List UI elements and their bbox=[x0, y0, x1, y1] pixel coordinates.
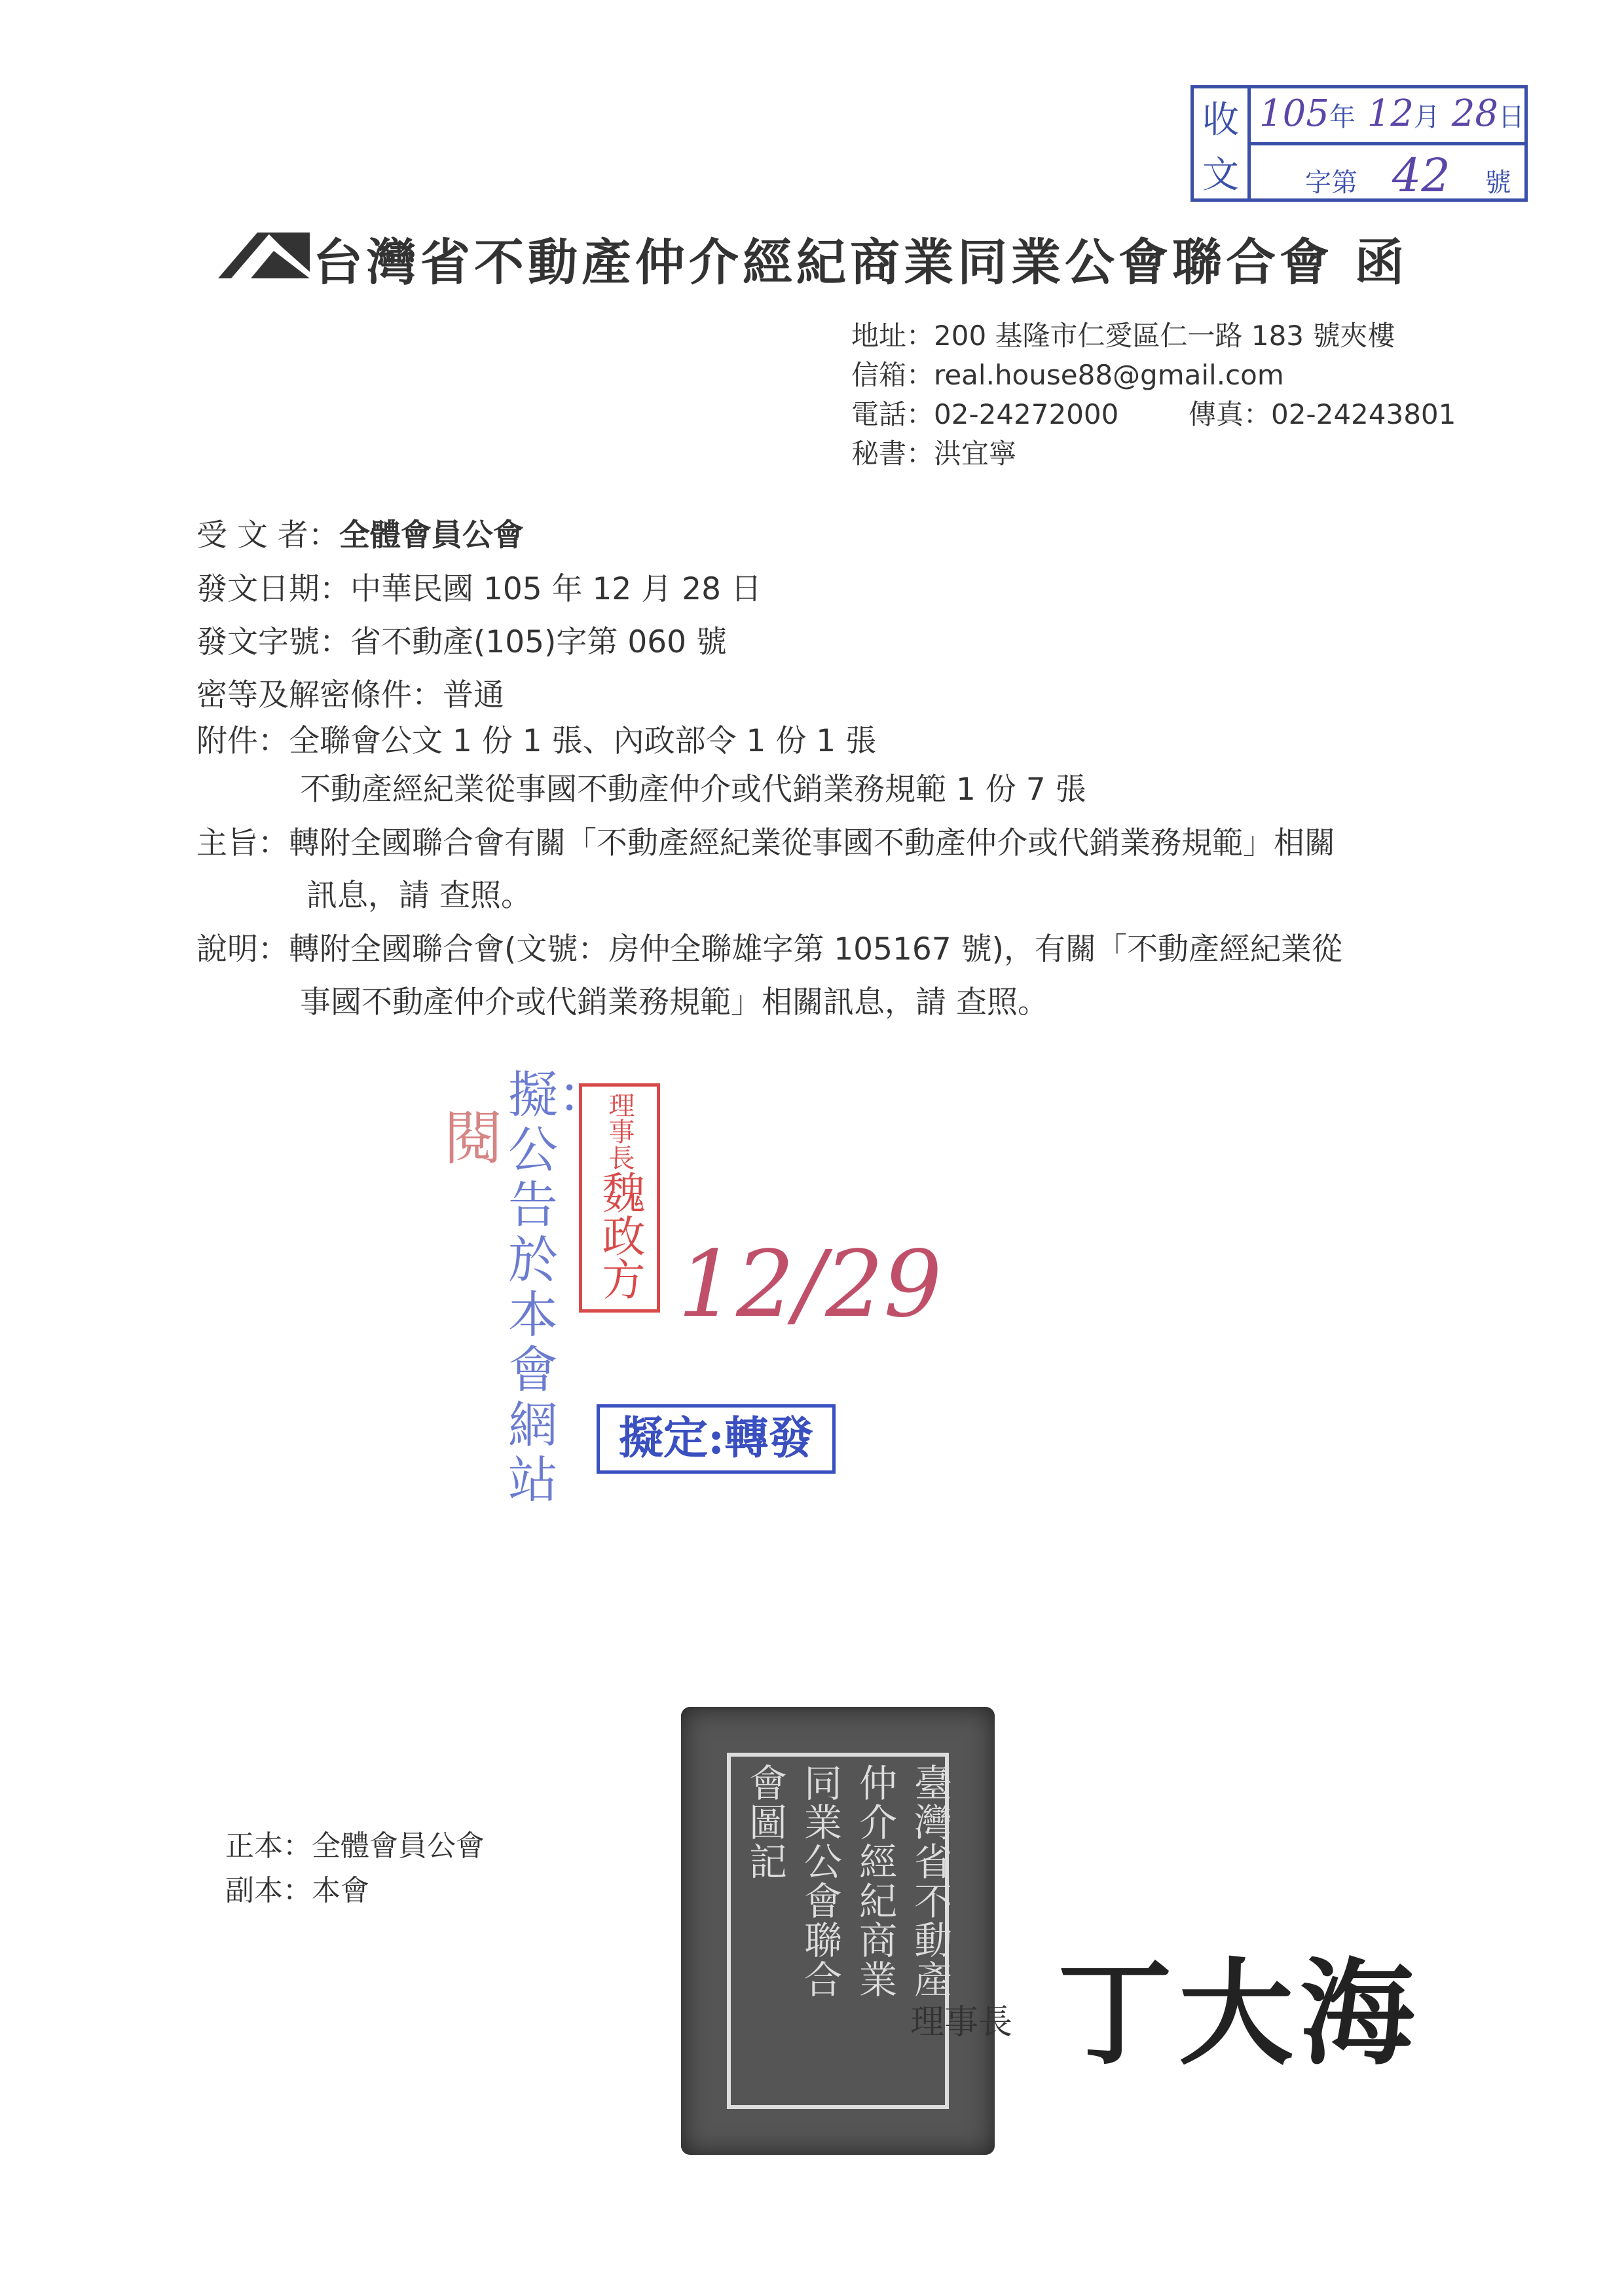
email: 信箱：real.house88@gmail.com bbox=[851, 359, 1284, 391]
seal-column: 同業公會聯合 bbox=[798, 1763, 842, 1999]
seal-column: 會圖記 bbox=[743, 1763, 787, 1881]
doc-number: 發文字號：省不動產(105)字第 060 號 bbox=[196, 624, 727, 660]
handwritten-date: 12/29 bbox=[678, 1231, 942, 1338]
original-recipient: 正本：全體會員公會 bbox=[225, 1829, 485, 1863]
official-seal bbox=[681, 1707, 995, 2155]
seal-column: 仲介經紀商業 bbox=[853, 1763, 897, 1999]
phone: 電話：02-24272000 bbox=[851, 398, 1119, 430]
fax: 傳真：02-24243801 bbox=[1189, 398, 1456, 430]
explanation: 說明：轉附全國聯合會(文號：房仲全聯雄字第 105167 號)，有關「不動產經紀業從 bbox=[196, 931, 1342, 967]
secretary: 秘書：洪宜寧 bbox=[851, 438, 1017, 470]
subject: 主旨：轉附全國聯合會有關「不動產經紀業從事國不動產仲介或代銷業務規範」相關 bbox=[196, 825, 1335, 861]
copy-recipient: 副本：本會 bbox=[225, 1874, 369, 1907]
seal-column: 臺灣省不動產 bbox=[908, 1763, 952, 1999]
proposal-note: 擬：公告於本會網站 bbox=[508, 1066, 608, 1509]
issue-date: 發文日期：中華民國 105 年 12 月 28 日 bbox=[196, 571, 762, 607]
received-label-bottom: 文 bbox=[1202, 154, 1239, 196]
association-logo-icon bbox=[218, 226, 310, 278]
received-stamp bbox=[1190, 85, 1528, 202]
signature-name: 丁大海 bbox=[1058, 1947, 1421, 2081]
received-label-top: 收 bbox=[1202, 99, 1239, 141]
explanation-cont: 事國不動產仲介或代銷業務規範」相關訊息，請 查照。 bbox=[300, 984, 1048, 1020]
chairman-red-seal: 理事長 魏政方 bbox=[579, 1083, 660, 1313]
received-date: 105年 12月 28日 bbox=[1259, 92, 1525, 135]
subject-cont: 訊息，請 查照。 bbox=[306, 878, 532, 914]
address: 地址：200 基隆市仁愛區仁一路 183 號夾樓 bbox=[851, 320, 1395, 352]
reviewed-mark: 閱 bbox=[444, 1104, 503, 1173]
attachments-cont: 不動產經紀業從事國不動產仲介或代銷業務規範 1 份 7 張 bbox=[300, 772, 1086, 808]
received-number: 字第 42 號 bbox=[1305, 149, 1511, 202]
stamp-divider bbox=[1247, 142, 1524, 145]
decision-stamp: 擬定:轉發 bbox=[597, 1404, 836, 1474]
recipient: 受 文 者：全體會員公會 bbox=[196, 517, 524, 553]
attachments: 附件：全聯會公文 1 份 1 張、內政部令 1 份 1 張 bbox=[196, 723, 877, 759]
signature-title: 理事長 bbox=[910, 2003, 1013, 2042]
document-title: 台灣省不動產仲介經紀商業同業公會聯合會 函 bbox=[313, 233, 1409, 291]
classification: 密等及解密條件：普通 bbox=[196, 677, 504, 713]
